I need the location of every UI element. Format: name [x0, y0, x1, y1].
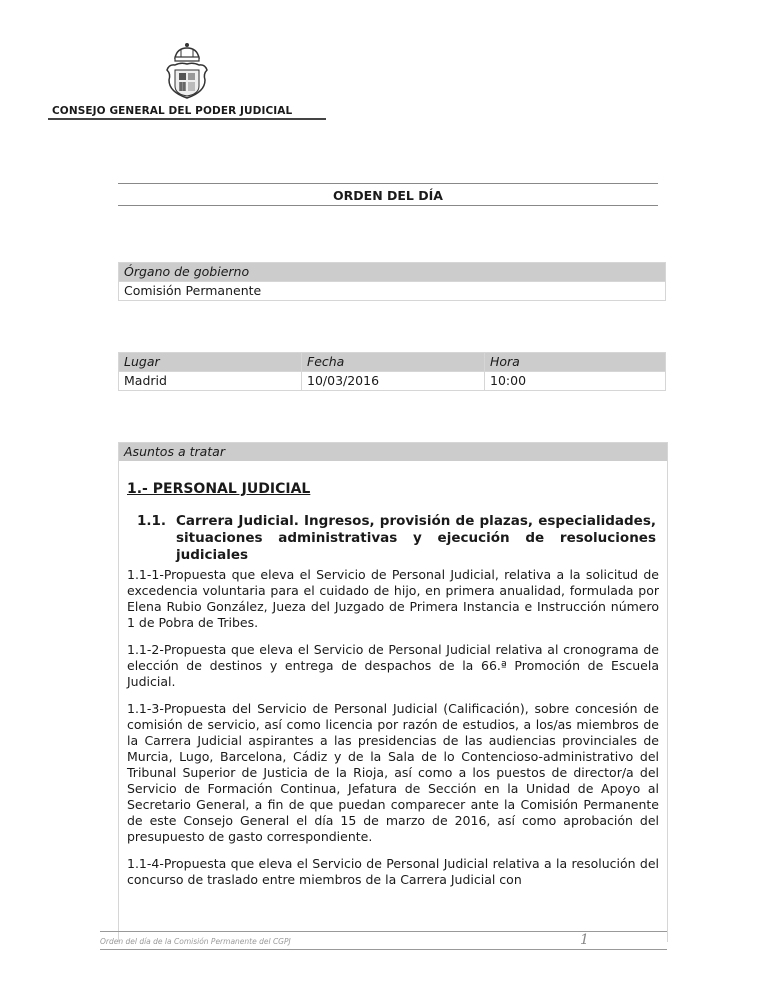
- lugar-value: Madrid: [119, 372, 302, 391]
- organization-underline: [48, 118, 326, 120]
- section-title: 1.- PERSONAL JUDICIAL: [127, 481, 311, 497]
- hora-header: Hora: [485, 353, 666, 372]
- subsection-number: 1.1.: [137, 513, 167, 529]
- footer-rule-bottom: [100, 949, 667, 950]
- hora-value: 10:00: [485, 372, 666, 391]
- fecha-header: Fecha: [302, 353, 485, 372]
- asuntos-section: [118, 442, 668, 942]
- coat-of-arms-icon: [157, 40, 217, 100]
- agenda-item: 1.1-2-Propuesta que eleva el Servicio de Personal Judicial relativa al cronograma de elección de destinos y entrega de despachos de la 66.ª Promoción de Escuela Judicial.: [127, 642, 659, 689]
- title-rule-bottom: [118, 205, 658, 206]
- agenda-item: 1.1-1-Propuesta que eleva el Servicio de Personal Judicial, relativa a la solicitud de excedencia voluntaria para el cuidado de hijo, en primera anualidad, formulada por Elena Rubio González, Jueza del Juzgado de Primera Instancia e Instrucción número 1 de Pobra de Tribes.: [127, 567, 659, 630]
- footer-text: Orden del día de la Comisión Permanente del CGPJ: [100, 937, 291, 946]
- asuntos-label: Asuntos a tratar: [119, 442, 667, 461]
- subsection-title: Carrera Judicial. Ingresos, provisión de plazas, especialidades, situaciones administrativas y ejecución de resoluciones judiciales: [176, 513, 656, 563]
- agenda-items: [127, 567, 659, 899]
- organo-value: Comisión Permanente: [119, 282, 666, 301]
- fecha-value: 10/03/2016: [302, 372, 485, 391]
- meeting-table: [118, 352, 666, 391]
- page-title: ORDEN DEL DÍA: [333, 188, 443, 203]
- agenda-item: 1.1-4-Propuesta que eleva el Servicio de Personal Judicial relativa a la resolución del concurso de traslado entre miembros de la Carrera Judicial con: [127, 856, 659, 887]
- title-rule-top: [118, 183, 658, 184]
- lugar-header: Lugar: [119, 353, 302, 372]
- page-number: 1: [580, 932, 589, 948]
- organo-table: [118, 262, 666, 301]
- organo-label: Órgano de gobierno: [119, 263, 666, 282]
- organization-name: CONSEJO GENERAL DEL PODER JUDICIAL: [52, 105, 293, 117]
- agenda-item: 1.1-3-Propuesta del Servicio de Personal Judicial (Calificación), sobre concesión de comisión de servicio, así como licencia por razón de estudios, a los/as miembros de la Carrera Judicial aspirantes a las presidencias de las audiencias provinciales de Murcia, Lugo, Barcelona, Cádiz y de la Sala de lo Contencioso-administrativo del Tribunal Superior de Justicia de la Rioja, así como a los puestos de director/a del Servicio de Formación Continua, Jefatura de Sección en la Unidad de Apoyo al Secretario General, a fin de que puedan comparecer ante la Comisión Permanente de este Consejo General el día 15 de marzo de 2016, así como aprobación del presupuesto de gasto correspondiente.: [127, 701, 659, 844]
